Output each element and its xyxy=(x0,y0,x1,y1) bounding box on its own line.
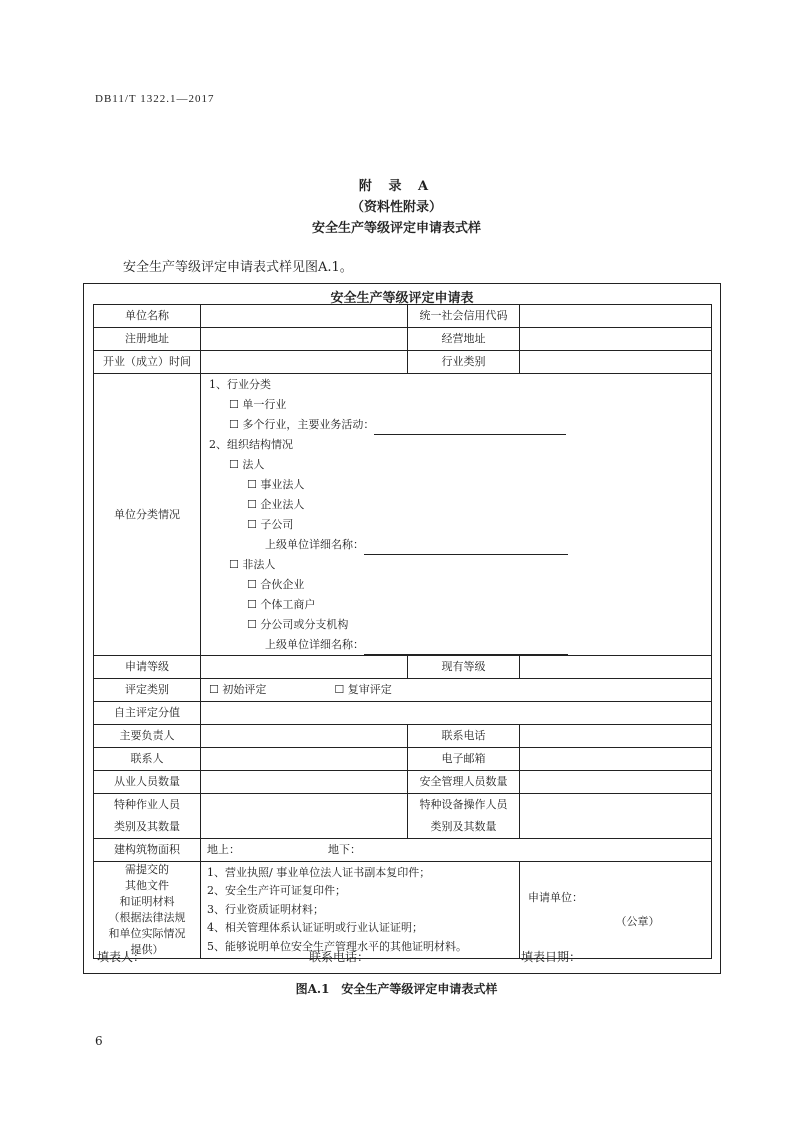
checkbox-icon: ☐ xyxy=(229,398,239,411)
option-label: 复审评定 xyxy=(347,683,392,696)
special-workers-field[interactable] xyxy=(201,794,408,839)
table-row xyxy=(94,839,712,862)
table-row xyxy=(94,679,712,702)
list-item: 5、能够说明单位安全生产管理水平的其他证明材料。 xyxy=(207,939,467,953)
unit-name-field[interactable] xyxy=(201,305,408,328)
list-item: 1、营业执照/ 事业单位法人证书副本复印件； xyxy=(207,865,431,879)
intro-paragraph: 安全生产等级评定申请表式样见图A.1。 xyxy=(123,260,353,275)
section-heading: 1、行业分类 xyxy=(209,378,271,391)
page-number: 6 xyxy=(95,1034,103,1048)
opening-date-field[interactable] xyxy=(201,351,408,374)
form-title: 安全生产等级评定申请表 xyxy=(330,291,474,306)
application-form-table xyxy=(93,304,712,959)
business-address-field[interactable] xyxy=(520,328,712,351)
phone-field[interactable] xyxy=(520,725,712,748)
checkbox-subsidiary[interactable] xyxy=(209,515,711,535)
seal-label: （公章） xyxy=(615,915,660,928)
label: 安全管理人员数量 xyxy=(408,771,520,794)
appendix-title: 附 录 A xyxy=(358,179,435,194)
label: 单位分类情况 xyxy=(94,374,201,656)
option-label: 子公司 xyxy=(260,518,294,531)
fill-date-label: 填表日期： xyxy=(521,950,582,964)
checkbox-non-legal-person[interactable] xyxy=(209,555,711,575)
label: 自主评定分值 xyxy=(94,702,201,725)
table-row xyxy=(94,794,712,839)
option-label: 法人 xyxy=(242,458,265,471)
table-row xyxy=(94,702,712,725)
checkbox-individual-business[interactable] xyxy=(209,595,711,615)
checkbox-multi-industry[interactable] xyxy=(209,415,711,435)
label: 需提交的 其他文件 和证明材料 （根据法律法规 和单位实际情况 提供） xyxy=(94,862,201,959)
label: 联系电话 xyxy=(408,725,520,748)
option-label: 单一行业 xyxy=(242,398,287,411)
checkbox-icon: ☐ xyxy=(247,498,257,511)
table-row xyxy=(94,328,712,351)
table-row xyxy=(94,748,712,771)
industry-category-field[interactable] xyxy=(520,351,712,374)
parent-unit-name-input[interactable] xyxy=(364,541,568,555)
label: 现有等级 xyxy=(408,656,520,679)
checkbox-icon: ☐ xyxy=(229,558,239,571)
option-label: 个体工商户 xyxy=(260,598,316,611)
option-label: 合伙企业 xyxy=(260,578,305,591)
parent-unit-name-input[interactable] xyxy=(364,641,568,655)
checkbox-partnership[interactable] xyxy=(209,575,711,595)
table-row xyxy=(94,305,712,328)
list-item: 3、行业资质证明材料； xyxy=(207,902,324,916)
list-item: 4、相关管理体系认证证明或行业认证证明； xyxy=(207,921,423,935)
field-label: 上级单位详细名称： xyxy=(265,538,364,551)
checkbox-icon: ☐ xyxy=(247,618,257,631)
option-label: 事业法人 xyxy=(260,478,305,491)
self-score-field[interactable] xyxy=(201,702,712,725)
section-heading: 2、组织结构情况 xyxy=(209,438,293,451)
option-label: 多个行业，主要业务活动： xyxy=(242,418,375,431)
appendix-heading: 安全生产等级评定申请表式样 xyxy=(311,221,481,236)
label: 电子邮箱 xyxy=(408,748,520,771)
registered-address-field[interactable] xyxy=(201,328,408,351)
label: 统一社会信用代码 xyxy=(408,305,520,328)
checkbox-public-institution[interactable] xyxy=(209,475,711,495)
applicant-label: 申请单位： xyxy=(528,891,583,904)
label: 注册地址 xyxy=(94,328,201,351)
checkbox-legal-person[interactable] xyxy=(209,455,711,475)
option-label: 非法人 xyxy=(242,558,276,571)
checkbox-initial[interactable] xyxy=(209,683,266,696)
table-row xyxy=(94,725,712,748)
label: 经营地址 xyxy=(408,328,520,351)
label: 行业类别 xyxy=(408,351,520,374)
safety-staff-count-field[interactable] xyxy=(520,771,712,794)
option-label: 分公司或分支机构 xyxy=(260,618,349,631)
current-grade-field[interactable] xyxy=(520,656,712,679)
principal-field[interactable] xyxy=(201,725,408,748)
checkbox-icon: ☐ xyxy=(247,578,257,591)
table-row xyxy=(94,656,712,679)
document-code: DB11/T 1322.1—2017 xyxy=(95,93,215,105)
above-ground-area-field[interactable]: 地上： xyxy=(207,843,240,856)
table-row xyxy=(94,351,712,374)
below-ground-area-field[interactable]: 地下： xyxy=(328,843,361,856)
classification-options xyxy=(201,374,712,656)
checkbox-single-industry[interactable] xyxy=(209,395,711,415)
email-field[interactable] xyxy=(520,748,712,771)
label: 主要负责人 xyxy=(94,725,201,748)
label: 申请等级 xyxy=(94,656,201,679)
checkbox-review[interactable] xyxy=(334,683,391,696)
checkbox-icon: ☐ xyxy=(229,458,239,471)
contact-field[interactable] xyxy=(201,748,408,771)
applicant-seal-cell[interactable] xyxy=(520,862,712,959)
checkbox-icon: ☐ xyxy=(247,598,257,611)
checkbox-branch[interactable] xyxy=(209,615,711,635)
checkbox-icon: ☐ xyxy=(334,683,345,696)
figure-caption: 图A.1 安全生产等级评定申请表式样 xyxy=(295,982,498,996)
label: 评定类别 xyxy=(94,679,201,702)
checkbox-icon: ☐ xyxy=(247,518,257,531)
field-label: 上级单位详细名称： xyxy=(265,638,364,651)
required-materials-list xyxy=(201,862,520,959)
footer-phone-label: 联系电话： xyxy=(309,950,370,964)
label: 联系人 xyxy=(94,748,201,771)
equipment-operators-field[interactable] xyxy=(520,794,712,839)
option-label: 初始评定 xyxy=(222,683,267,696)
filler-label: 填表人： xyxy=(97,950,146,964)
checkbox-enterprise[interactable] xyxy=(209,495,711,515)
label: 特种设备操作人员 类别及其数量 xyxy=(408,794,520,839)
table-row xyxy=(94,862,712,959)
label: 建构筑物面积 xyxy=(94,839,201,862)
staff-count-field[interactable] xyxy=(201,771,408,794)
label: 特种作业人员 类别及其数量 xyxy=(94,794,201,839)
checkbox-icon: ☐ xyxy=(209,683,219,696)
label: 单位名称 xyxy=(94,305,201,328)
table-row xyxy=(94,771,712,794)
list-item: 2、安全生产许可证复印件； xyxy=(207,884,346,898)
checkbox-icon: ☐ xyxy=(247,478,257,491)
main-business-input[interactable] xyxy=(374,421,566,435)
label: 开业（成立）时间 xyxy=(94,351,201,374)
checkbox-icon: ☐ xyxy=(229,418,239,431)
appendix-type: （资料性附录） xyxy=(350,200,442,215)
applied-grade-field[interactable] xyxy=(201,656,408,679)
table-row xyxy=(94,374,712,656)
credit-code-field[interactable] xyxy=(520,305,712,328)
label: 从业人员数量 xyxy=(94,771,201,794)
option-label: 企业法人 xyxy=(260,498,305,511)
